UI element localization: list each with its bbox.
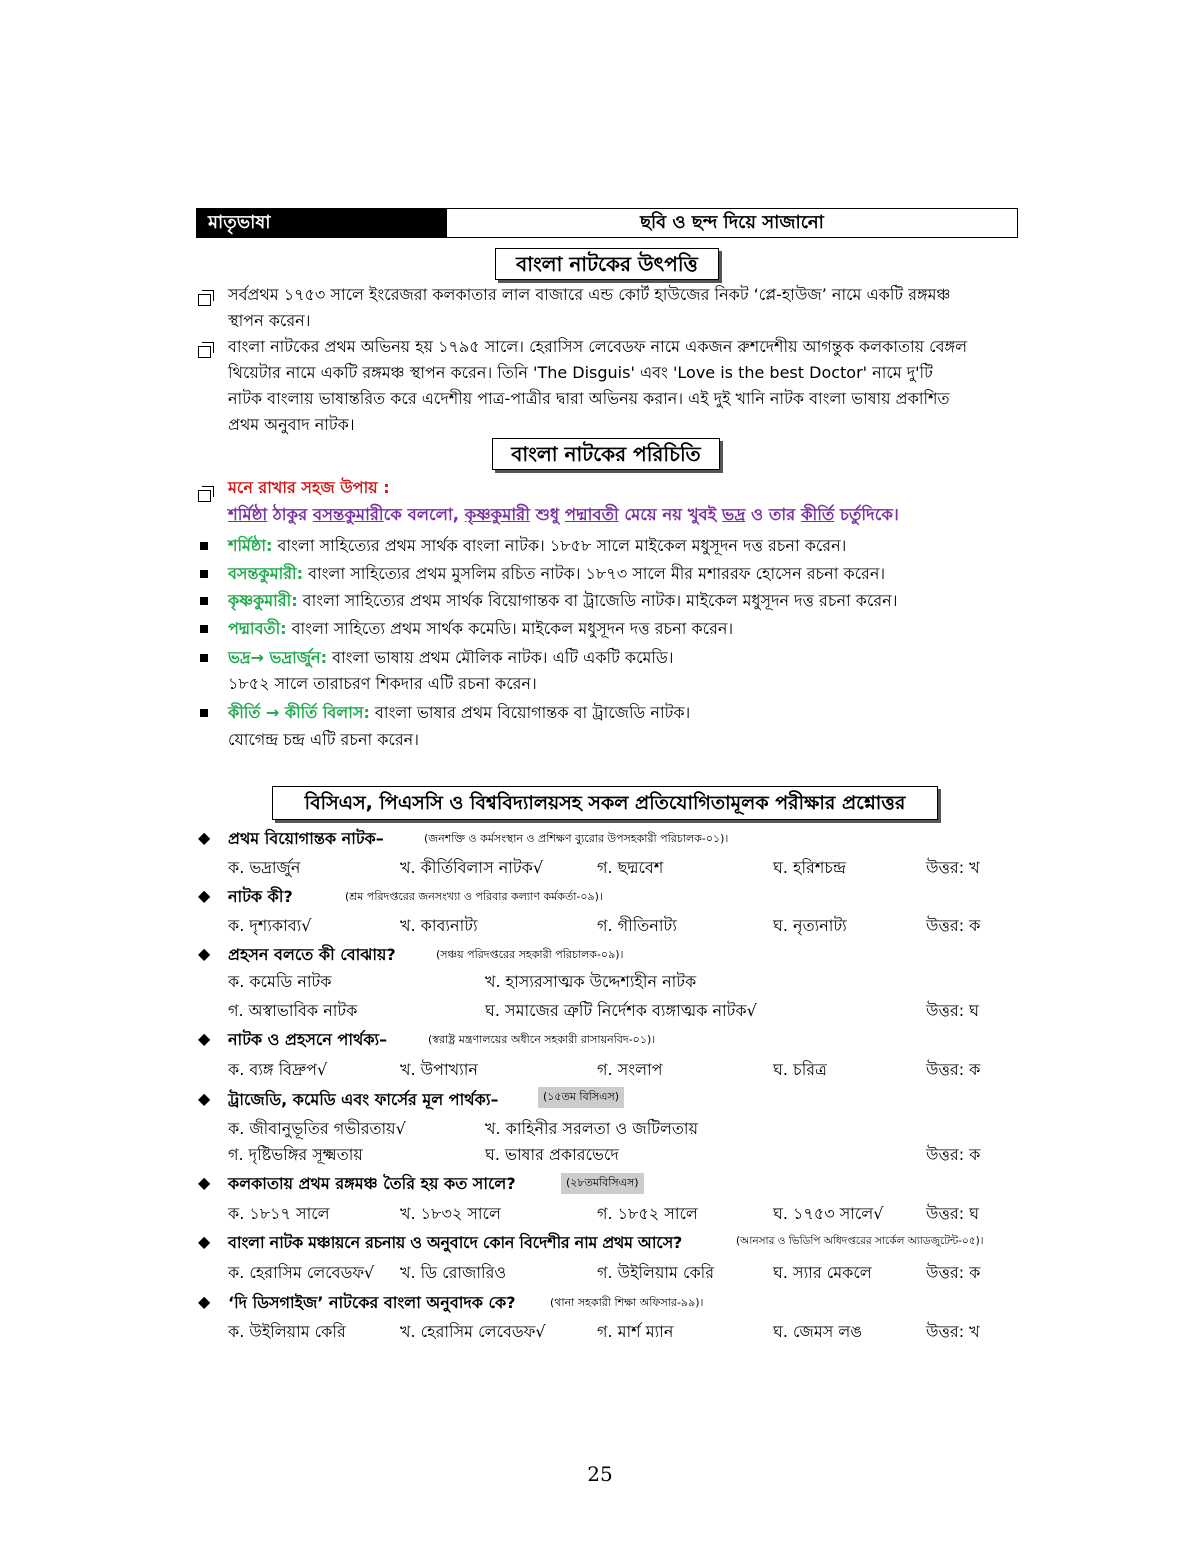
drama-term: বসন্তকুমারী:	[228, 564, 303, 583]
option: ক. দৃশ্যকাব্য√	[228, 916, 312, 935]
option: ঘ. ১৭৫৩ সালে√	[773, 1204, 884, 1223]
answer: উত্তর: ক	[926, 1145, 981, 1164]
option: গ. সংলাপ	[597, 1060, 663, 1079]
option: ঘ. ভাষার প্রকারভেদে	[485, 1145, 619, 1164]
question: কলকাতায় প্রথম রঙ্গমঞ্চ তৈরি হয় কত সালে?	[228, 1174, 516, 1193]
text-line: বাংলা নাটকের প্রথম অভিনয় হয় ১৭৯৫ সালে। হেরাসিস লেবেডফ নামে একজন রুশদেশীয় আগন্তুক কলকাতায় বেঙ্গল	[228, 337, 968, 356]
question-source: (২৮তমবিসিএস)	[561, 1173, 644, 1194]
mnemonic-word: কৃষ্ণকুমারী	[464, 505, 530, 524]
diamond-bullet-icon: ◆	[198, 886, 211, 905]
checkbox-icon	[198, 290, 212, 302]
option: ঘ. সমাজের ত্রুটি নির্দেশক ব্যঙ্গাত্মক নাটক√	[485, 1001, 757, 1020]
option: খ. হেরাসিম লেবেডফ√	[400, 1322, 546, 1341]
drama-desc: বাংলা সাহিত্যের প্রথম সার্থক বিয়োগান্তক বা ট্রাজেডি নাটক। মাইকেল মধুসূদন দত্ত রচনা করেন।	[297, 591, 898, 610]
tip-label: মনে রাখার সহজ উপায় :	[228, 478, 390, 497]
diamond-bullet-icon: ◆	[198, 1292, 211, 1311]
diamond-bullet-icon: ◆	[198, 944, 211, 963]
question-source: (শ্রম পরিদপ্তরের জনসংখ্যা ও পরিবার কল্যাণ কর্মকর্তা-০৯)।	[345, 890, 603, 903]
option: খ. হাস্যরসাত্মক উদ্দেশ্যহীন নাটক	[485, 972, 697, 991]
mnemonic-text: ঠাকুর	[267, 505, 313, 524]
checkbox-icon	[198, 342, 212, 354]
mnemonic-text: ও তার	[745, 505, 801, 524]
drama-item	[228, 702, 690, 724]
drama-item	[228, 590, 897, 612]
option: খ. উপাখ্যান	[400, 1060, 478, 1079]
question-source: (স্বরাষ্ট্র মন্ত্রণালয়ের অধীনে সহকারী রাসায়নবিদ-০১)।	[428, 1033, 656, 1046]
option: গ. উইলিয়াম কেরি	[597, 1263, 715, 1282]
option: ক. ব্যঙ্গ বিদ্রুপ√	[228, 1060, 328, 1079]
mnemonic-word: ভদ্র	[722, 505, 746, 524]
option: ঘ. চরিত্র	[773, 1060, 827, 1079]
header-subject: মাতৃভাষা	[196, 208, 446, 238]
question: নাটক কী?	[228, 887, 293, 906]
option: গ. ছদ্মবেশ	[597, 858, 664, 877]
option: ক. জীবানুভূতির গভীরতায়√	[228, 1119, 406, 1138]
drama-desc: বাংলা সাহিত্যের প্রথম মুসলিম রচিত নাটক। ১৮৭৩ সালে মীর মশাররফ হোসেন রচনা করেন।	[303, 564, 886, 583]
diamond-bullet-icon: ◆	[198, 1089, 211, 1108]
option: খ. কাব্যনাট্য	[400, 916, 478, 935]
option: খ. কীর্তিবিলাস নাটক√	[400, 858, 544, 877]
answer: উত্তর: ক	[926, 1263, 981, 1282]
drama-term: ভদ্র→ ভদ্রার্জুন:	[228, 648, 327, 667]
answer: উত্তর: ঘ	[926, 1204, 980, 1223]
question-source: (সঞ্চয় পরিদপ্তরের সহকারী পরিচালক-০৯)।	[436, 948, 624, 961]
origin-item-1	[228, 282, 1008, 334]
text-line: স্থাপন করেন।	[228, 311, 311, 330]
mnemonic-text: শুধু	[529, 505, 565, 524]
option: গ. মার্শ ম্যান	[597, 1322, 674, 1341]
drama-term: কৃষ্ণকুমারী:	[228, 591, 298, 610]
answer: উত্তর: ক	[926, 1060, 981, 1079]
diamond-bullet-icon: ◆	[198, 828, 211, 847]
mnemonic	[228, 504, 899, 526]
page-number: 25	[587, 1462, 613, 1486]
option: ক. ১৮১৭ সালে	[228, 1204, 330, 1223]
question: বাংলা নাটক মঞ্চায়নে রচনায় ও অনুবাদে কোন বিদেশীর নাম প্রথম আসে?	[228, 1233, 682, 1252]
section-title-qa: বিসিএস, পিএসসি ও বিশ্ববিদ্যালয়সহ সকল প্রতিযোগিতামূলক পরীক্ষার প্রশ্নোত্তর	[272, 786, 938, 820]
option: ক. ভদ্রার্জুন	[228, 858, 301, 877]
question: প্রহসন বলতে কী বোঝায়?	[228, 945, 396, 964]
text-line: সর্বপ্রথম ১৭৫৩ সালে ইংরেজরা কলকাতার লাল বাজারে এন্ড কোর্ট হাউজের নিকট ‘প্লে-হাউজ’ নামে একটি রঙ্গমঞ্চ	[228, 285, 951, 304]
mnemonic-word: কীর্তি	[800, 505, 835, 524]
option: ক. উইলিয়াম কেরি	[228, 1322, 346, 1341]
drama-term: কীর্তি → কীর্তি বিলাস:	[228, 703, 370, 722]
text-line: থিয়েটার নামে একটি রঙ্গমঞ্চ স্থাপন করেন। তিনি 'The Disguis' এবং 'Love is the best Doctor' নামে দু'টি	[228, 363, 933, 382]
option: ঘ. হরিশচন্দ্র	[773, 858, 846, 877]
diamond-bullet-icon: ◆	[198, 1232, 211, 1251]
drama-desc: বাংলা ভাষার প্রথম বিয়োগান্তক বা ট্রাজেডি নাটক।	[369, 703, 691, 722]
drama-item	[228, 535, 846, 557]
option: ক. কমেডি নাটক	[228, 972, 332, 991]
bullet-square	[200, 625, 208, 633]
drama-term: শর্মিষ্ঠা:	[228, 536, 273, 555]
diamond-bullet-icon: ◆	[198, 1173, 211, 1192]
mnemonic-text: চর্তুদিকে।	[834, 505, 899, 524]
question: নাটক ও প্রহসনে পার্থক্য–	[228, 1030, 388, 1049]
option: খ. কাহিনীর সরলতা ও জটিলতায়	[485, 1119, 698, 1138]
option: ঘ. জেমস লঙ	[773, 1322, 863, 1341]
option: গ. দৃষ্টিভঙ্গির সূক্ষ্মতায়	[228, 1145, 363, 1164]
origin-item-2	[228, 334, 1008, 438]
bullet-square	[200, 570, 208, 578]
option: গ. অস্বাভাবিক নাটক	[228, 1001, 358, 1020]
drama-desc: বাংলা ভাষায় প্রথম মৌলিক নাটক। এটি একটি কমেডি।	[327, 648, 674, 667]
mnemonic-word: পদ্মাবতী	[564, 505, 619, 524]
mnemonic-word: শর্মিষ্ঠা	[228, 505, 268, 524]
mnemonic-text: কে বললো,	[383, 505, 465, 524]
mnemonic-word: বসন্তকুমারী	[312, 505, 384, 524]
option: ক. হেরাসিম লেবেডফ√	[228, 1263, 375, 1282]
option: গ. ১৮৫২ সালে	[597, 1204, 698, 1223]
page-header	[196, 208, 1016, 238]
question-source: (১৫তম বিসিএস)	[538, 1087, 624, 1108]
option: ঘ. নৃত্যনাট্য	[773, 916, 847, 935]
question: ‘দি ডিসগাইজ’ নাটকের বাংলা অনুবাদক কে?	[228, 1293, 516, 1312]
bullet-square	[200, 597, 208, 605]
bullet-square	[200, 542, 208, 550]
checkbox-icon	[198, 486, 212, 498]
option: খ. ১৮৩২ সালে	[400, 1204, 501, 1223]
text-line: প্রথম অনুবাদ নাটক।	[228, 415, 355, 434]
bullet-square	[200, 709, 208, 717]
drama-term: পদ্মাবতী:	[228, 619, 287, 638]
drama-item	[228, 647, 674, 669]
answer: উত্তর: খ	[926, 858, 980, 877]
drama-item	[228, 563, 885, 585]
drama-item-cont: যোগেন্দ্র চন্দ্র এটি রচনা করেন।	[228, 730, 419, 749]
option: গ. গীতিনাট্য	[597, 916, 677, 935]
answer: উত্তর: খ	[926, 1322, 980, 1341]
drama-desc: বাংলা সাহিত্যের প্রথম সার্থক বাংলা নাটক। ১৮৫৮ সালে মাইকেল মধুসূদন দত্ত রচনা করেন।	[272, 536, 847, 555]
question-source: (আনসার ও ভিডিপি অধিদপ্তরের সার্কেল অ্যাডজুটেন্ট-০৫)।	[736, 1235, 984, 1247]
answer: উত্তর: ঘ	[926, 1001, 980, 1020]
question: ট্রাজেডি, কমেডি এবং ফার্সের মূল পার্থক্য–	[228, 1090, 499, 1109]
answer: উত্তর: ক	[926, 916, 981, 935]
option: ঘ. স্যার মেকলে	[773, 1263, 872, 1282]
section-title-intro: বাংলা নাটকের পরিচিতি	[492, 438, 720, 470]
drama-desc: বাংলা সাহিত্যে প্রথম সার্থক কমেডি। মাইকেল মধুসূদন দত্ত রচনা করেন।	[286, 619, 734, 638]
option: খ. ডি রোজারিও	[400, 1263, 507, 1282]
question-source: (জনশক্তি ও কর্মসংস্থান ও প্রশিক্ষণ ব্যুরোর উপসহকারী পরিচালক-০১)।	[424, 832, 729, 845]
diamond-bullet-icon: ◆	[198, 1029, 211, 1048]
header-chapter: ছবি ও ছন্দ দিয়ে সাজানো	[446, 208, 1018, 238]
drama-item	[228, 618, 733, 640]
question-source: (থানা সহকারী শিক্ষা অফিসার-৯৯)।	[550, 1296, 704, 1309]
mnemonic-text: মেয়ে নয় খুবই	[618, 505, 723, 524]
bullet-square	[200, 654, 208, 662]
question: প্রথম বিয়োগান্তক নাটক–	[228, 829, 384, 848]
section-title-origin: বাংলা নাটকের উৎপত্তি	[495, 248, 719, 280]
drama-item-cont: ১৮৫২ সালে তারাচরণ শিকদার এটি রচনা করেন।	[228, 674, 537, 693]
text-line: নাটক বাংলায় ভাষান্তরিত করে এদেশীয় পাত্র-পাত্রীর দ্বারা অভিনয় করান। এই দুই খানি নাটক বাংলা ভাষায় প্রকাশিত	[228, 389, 950, 408]
